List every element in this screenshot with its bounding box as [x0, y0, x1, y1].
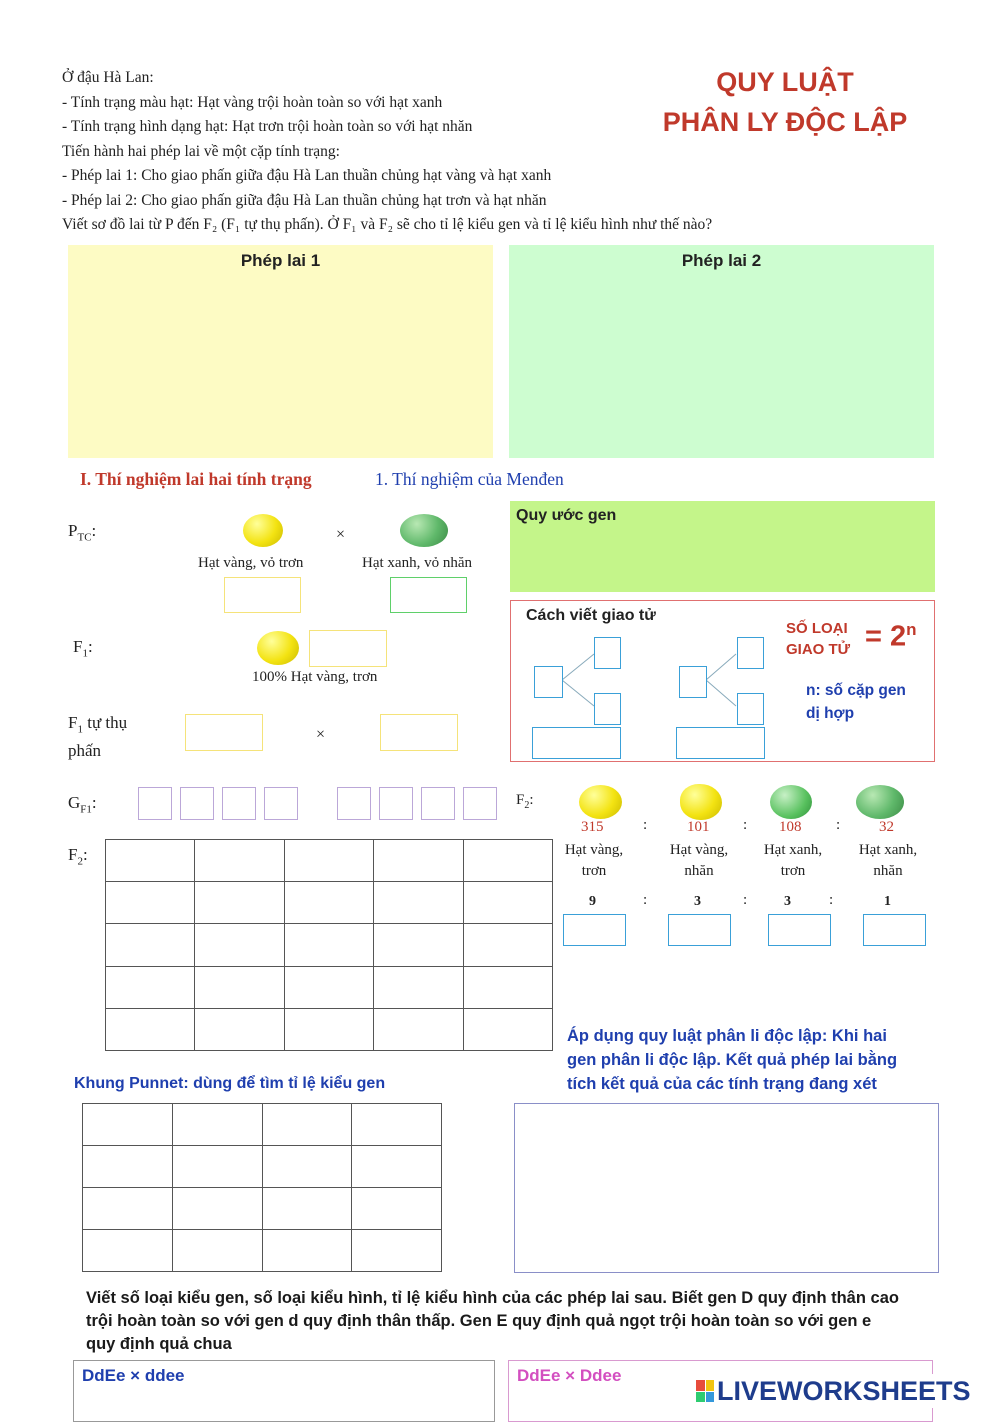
self-label-rest: tự thụ: [82, 713, 128, 732]
f2-results-label-text: F: [516, 792, 525, 808]
gene-convention-title: Quy ước gen: [516, 507, 617, 524]
yellow-smooth-seed-icon: [579, 785, 622, 819]
grid-cell[interactable]: [195, 924, 284, 966]
f1-label-colon: :: [87, 637, 93, 656]
p-right-label: Hạt xanh, vỏ nhăn: [362, 555, 472, 571]
grid-cell[interactable]: [195, 1008, 284, 1050]
f2-label-text: F: [68, 845, 78, 864]
yellow-smooth-seed-icon: [243, 514, 283, 547]
n-note: [806, 679, 906, 725]
punnett-cell[interactable]: [83, 1104, 173, 1146]
gamete-formula: [865, 620, 917, 654]
gamete-input[interactable]: [138, 787, 172, 820]
phenotype-line: Hạt vàng,: [669, 842, 729, 858]
punnett-title: Khung Punnet: dùng để tìm tỉ lệ kiểu gen: [74, 1075, 386, 1092]
law-note: [567, 1024, 932, 1096]
f1-yellow-seed-icon: [257, 631, 299, 665]
intro-line: - Tính trạng màu hạt: Hạt vàng trội hoàn toàn so với hạt xanh: [62, 93, 443, 111]
green-smooth-seed-icon: [770, 785, 812, 819]
f1-genotype-input[interactable]: [309, 630, 387, 667]
p-left-genotype-input[interactable]: [224, 577, 301, 613]
p-left-label: Hạt vàng, vỏ trơn: [198, 555, 304, 571]
grid-cell[interactable]: [106, 882, 195, 924]
cross-1-title: Phép lai 1: [240, 251, 321, 270]
gamete-tree-leaf[interactable]: [594, 693, 621, 725]
f2-count: 32: [879, 819, 894, 835]
phenotype-genotype-input[interactable]: [863, 914, 926, 946]
f1-self-label: [68, 712, 127, 762]
self-label-line2: phấn: [68, 741, 102, 761]
phenotype-genotype-input[interactable]: [563, 914, 626, 946]
punnett-cell[interactable]: [172, 1230, 262, 1272]
grid-cell[interactable]: [284, 966, 373, 1008]
grid-cell[interactable]: [106, 840, 195, 882]
ratio-sep: :: [743, 817, 748, 833]
punnett-cell[interactable]: [172, 1104, 262, 1146]
f2-results-label-colon: :: [529, 792, 534, 808]
section-heading: I. Thí nghiệm lai hai tính trạng: [80, 469, 312, 489]
times-sign: ×: [336, 526, 346, 543]
phenotype-genotype-input[interactable]: [768, 914, 831, 946]
cross-a-label: DdEe × ddee: [82, 1366, 185, 1385]
gamete-title: Cách viết giao tử: [526, 607, 656, 624]
f1-label-sub: 1: [82, 647, 88, 660]
gametes-label: [68, 793, 97, 815]
p-right-genotype-input[interactable]: [390, 577, 467, 613]
punnett-cell[interactable]: [262, 1104, 352, 1146]
ratio-value: 3: [784, 894, 791, 909]
g-label-sub: F1: [80, 803, 92, 816]
self-times-sign: ×: [316, 726, 326, 743]
intro-line: Tiến hành hai phép lai về một cặp tính trạng:: [62, 142, 340, 160]
exercise-line: quy định quả chua: [86, 1335, 232, 1353]
gamete-input[interactable]: [463, 787, 497, 820]
liveworksheets-logo: [692, 1374, 975, 1408]
ratio-value: 3: [694, 894, 701, 909]
f2-results-label: [516, 792, 534, 811]
grid-cell[interactable]: [284, 882, 373, 924]
grid-cell[interactable]: [106, 966, 195, 1008]
gamete-input[interactable]: [180, 787, 214, 820]
f2-results-label-sub: 2: [524, 800, 530, 811]
ratio-sep: :: [643, 892, 648, 908]
cross-a-box[interactable]: [73, 1360, 495, 1422]
gamete-tree-leaf[interactable]: [594, 637, 621, 669]
law-note-line: tích kết quả của các tính trạng đang xét: [567, 1075, 877, 1093]
gamete-count-line-2: GIAO TỬ: [786, 641, 851, 658]
f2-phenotype: [558, 840, 630, 882]
formula-base: = 2: [865, 620, 907, 653]
grid-cell[interactable]: [284, 924, 373, 966]
intro-line: Viết sơ đồ lai từ P đến F₂ (F₁ tự thụ phấn). Ở F₁ và F₂ sẽ cho tỉ lệ kiểu gen và tỉ lệ kiểu hình như thế nào?: [62, 216, 713, 233]
punnett-cell[interactable]: [172, 1188, 262, 1230]
cross-b-label: DdEe × Ddee: [517, 1366, 622, 1385]
section-subheading: 1. Thí nghiệm của Menđen: [375, 469, 564, 489]
grid-cell[interactable]: [463, 966, 552, 1008]
punnett-cell[interactable]: [83, 1146, 173, 1188]
grid-cell[interactable]: [374, 1008, 463, 1050]
gamete-tree-root[interactable]: [679, 666, 707, 698]
phenotype-genotype-input[interactable]: [668, 914, 731, 946]
cross-1-panel[interactable]: [68, 245, 493, 458]
punnett-cell[interactable]: [262, 1188, 352, 1230]
punnett-cell[interactable]: [262, 1146, 352, 1188]
page-title: [640, 62, 930, 142]
title-line-2: PHÂN LY ĐỘC LẬP: [662, 107, 908, 137]
grid-cell[interactable]: [284, 1008, 373, 1050]
f2-phenotype: [757, 840, 829, 882]
intro-line: - Phép lai 2: Cho giao phấn giữa đậu Hà Lan thuần chủng hạt trơn và hạt nhăn: [62, 191, 547, 209]
phenotype-line: Hạt xanh,: [763, 842, 823, 858]
punnett-cell[interactable]: [352, 1146, 442, 1188]
f2-phenotype: [663, 840, 735, 882]
phenotype-line: Hạt xanh,: [858, 842, 918, 858]
exercise-line: Viết số loại kiểu gen, số loại kiểu hình, tỉ lệ kiểu hình của các phép lai sau. Biết gen D quy định thân cao: [86, 1289, 899, 1307]
ratio-value: 1: [884, 894, 891, 909]
intro-line: Ở đậu Hà Lan:: [62, 69, 154, 86]
gamete-input[interactable]: [379, 787, 413, 820]
law-note-line: Áp dụng quy luật phân li độc lập: Khi hai: [567, 1027, 887, 1045]
f2-label: [68, 845, 88, 867]
grid-cell[interactable]: [463, 924, 552, 966]
self-label-sub: 1: [77, 723, 83, 736]
title-line-1: QUY LUẬT: [716, 67, 854, 97]
law-answer-box[interactable]: [514, 1103, 939, 1273]
formula-exp: n: [906, 620, 917, 639]
grid-cell[interactable]: [106, 1008, 195, 1050]
phenotype-line: Hạt vàng,: [564, 842, 624, 858]
gamete-tree-root[interactable]: [534, 666, 563, 698]
grid-cell[interactable]: [463, 1008, 552, 1050]
grid-cell[interactable]: [195, 966, 284, 1008]
intro-line: - Phép lai 1: Cho giao phấn giữa đậu Hà Lan thuần chủng hạt vàng và hạt xanh: [62, 167, 552, 184]
n-note-line-2: dị hợp: [806, 705, 855, 722]
p-label-colon: :: [91, 521, 97, 540]
n-note-line-1: n: số cặp gen: [806, 682, 906, 699]
grid-cell[interactable]: [374, 966, 463, 1008]
f1-label: [73, 637, 93, 659]
f2-count: 108: [779, 819, 802, 835]
green-wrinkled-seed-icon: [856, 785, 904, 819]
gamete-input[interactable]: [222, 787, 256, 820]
ratio-sep: :: [829, 892, 834, 908]
exercise-line: trội hoàn toàn so với gen d quy định thân thấp. Gen E quy định quả ngọt trội hoàn toàn so với gen e: [86, 1312, 872, 1330]
phenotype-line: nhăn: [873, 863, 903, 879]
punnett-cell[interactable]: [352, 1188, 442, 1230]
grid-cell[interactable]: [374, 924, 463, 966]
f1-result: 100% Hạt vàng, trơn: [252, 669, 378, 685]
punnett-cell[interactable]: [172, 1146, 262, 1188]
grid-cell[interactable]: [374, 840, 463, 882]
yellow-wrinkled-seed-icon: [680, 784, 722, 820]
law-note-line: gen phân li độc lập. Kết quả phép lai bằng: [567, 1051, 898, 1069]
intro-line: - Tính trạng hình dạng hạt: Hạt trơn trội hoàn toàn so với hạt nhăn: [62, 118, 473, 135]
cross-2-title: Phép lai 2: [681, 251, 762, 270]
grid-cell[interactable]: [463, 840, 552, 882]
punnett-cell[interactable]: [262, 1230, 352, 1272]
punnett-cell[interactable]: [352, 1104, 442, 1146]
f1-self-left-input[interactable]: [185, 714, 263, 751]
ratio-sep: :: [643, 817, 648, 833]
gamete-count-label: [786, 618, 850, 660]
grid-cell[interactable]: [374, 882, 463, 924]
gamete-answer-input[interactable]: [532, 727, 621, 759]
grid-cell[interactable]: [106, 924, 195, 966]
punnett-cell[interactable]: [83, 1188, 173, 1230]
p-label-sub: TC: [77, 531, 92, 544]
punnett-cell[interactable]: [83, 1230, 173, 1272]
g-label-colon: :: [91, 793, 97, 812]
punnett-grid: [82, 1103, 442, 1272]
logo-icon: [696, 1380, 714, 1402]
f2-label-sub: 2: [77, 855, 83, 868]
grid-cell[interactable]: [463, 882, 552, 924]
f1-label-text: F: [73, 637, 83, 656]
gamete-tree-leaf[interactable]: [737, 693, 764, 725]
f2-count: 101: [687, 819, 710, 835]
grid-cell[interactable]: [284, 840, 373, 882]
grid-cell[interactable]: [195, 882, 284, 924]
p-label-text: P: [68, 521, 78, 540]
green-wrinkled-seed-icon: [400, 514, 448, 547]
f2-label-colon: :: [82, 845, 88, 864]
gamete-count-line-1: SỐ LOẠI: [786, 620, 848, 637]
f2-phenotype: [852, 840, 924, 882]
exercise-text: [86, 1287, 946, 1356]
gamete-input[interactable]: [337, 787, 371, 820]
ratio-value: 9: [589, 894, 596, 909]
f2-count: 315: [581, 819, 604, 835]
brand-name: LIVEWORKSHEETS: [717, 1375, 971, 1406]
gamete-answer-input[interactable]: [676, 727, 765, 759]
p-label: [68, 521, 96, 543]
gene-convention-panel[interactable]: [510, 501, 935, 592]
ratio-sep: :: [743, 892, 748, 908]
self-label-text: F: [68, 713, 78, 732]
f1-self-right-input[interactable]: [380, 714, 458, 751]
cross-2-panel[interactable]: [509, 245, 934, 458]
f2-punnett-grid: [105, 839, 553, 1051]
g-label-text: G: [68, 793, 81, 812]
phenotype-line: trơn: [780, 863, 806, 879]
gamete-tree-leaf[interactable]: [737, 637, 764, 669]
gamete-input[interactable]: [421, 787, 455, 820]
punnett-cell[interactable]: [352, 1230, 442, 1272]
gamete-input[interactable]: [264, 787, 298, 820]
phenotype-line: trơn: [581, 863, 607, 879]
phenotype-line: nhăn: [684, 863, 714, 879]
grid-cell[interactable]: [195, 840, 284, 882]
ratio-sep: :: [836, 817, 841, 833]
